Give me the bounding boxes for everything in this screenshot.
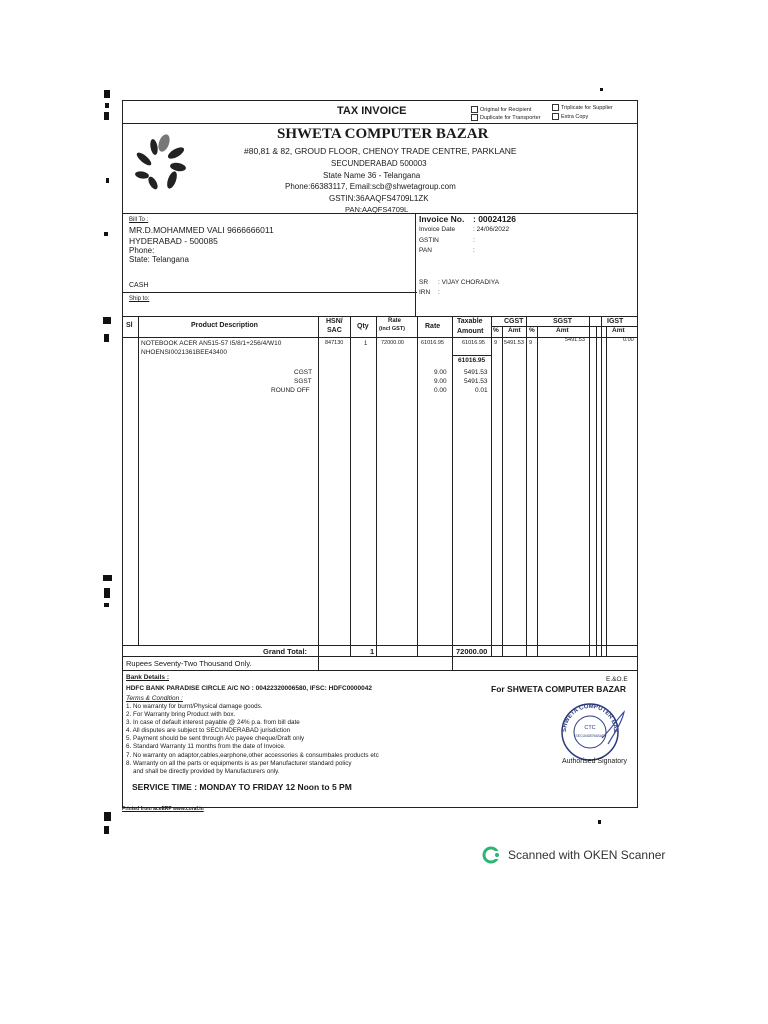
svg-text:CTC: CTC	[584, 725, 596, 731]
col-cgst-pct: %	[493, 327, 499, 334]
col-igst-amt: Amt	[612, 327, 625, 334]
col-amount: Amount	[457, 328, 484, 335]
item-qty: 1	[364, 341, 368, 347]
list-item: 1. No warranty for burnt/Physical damage goods.	[126, 703, 263, 710]
gstin-value: :	[473, 237, 475, 244]
item-igst-amt: 0.00	[623, 337, 634, 343]
subtotal: 61016.95	[458, 357, 486, 364]
irn-value: :	[438, 289, 440, 296]
company-pan: PAN:AAQFS4709L	[345, 205, 409, 214]
company-stamp-icon	[552, 698, 630, 762]
sgst-rate: 9.00	[434, 378, 447, 385]
col-description: Product Description	[191, 322, 258, 329]
col-sl: Sl	[126, 322, 133, 329]
customer-city: HYDERABAD - 500085	[129, 236, 218, 246]
list-item: 6. Standard Warranty 11 months from the date of Invoice.	[126, 743, 286, 750]
terms-label: Terms & Condition :	[126, 695, 183, 702]
invoice-title: TAX INVOICE	[337, 105, 407, 117]
col-rate: Rate	[425, 323, 441, 330]
cgst-amount: 5491.53	[464, 369, 488, 376]
bank-details: HDFC BANK PARADISE CIRCLE A/C NO : 00422320006580, IFSC: HDFC0000042	[126, 685, 372, 692]
invoice-no-label: Invoice No.	[419, 214, 465, 224]
copy-triplicate: Triplicate for Supplier	[552, 104, 613, 111]
company-contact: Phone:66383117, Email:scb@shwetagroup.com	[285, 182, 456, 191]
customer-phone: Phone:	[129, 246, 155, 255]
divider	[122, 123, 638, 124]
printed-from: Printed from aceERP www.coral.in	[122, 806, 204, 812]
col-rate-incl: Rate	[388, 318, 402, 324]
ship-to-label: Ship to:	[129, 296, 150, 302]
col-cgst-amt: Amt	[508, 327, 521, 334]
irn-label: IRN	[419, 289, 431, 296]
list-item: 5. Payment should be sent through A/c payee cheque/Draft only	[126, 735, 305, 742]
col-hsn: HSN/	[326, 318, 343, 325]
list-item: 3. In case of default interest payable @ 24% p.a. from bill date	[126, 719, 300, 726]
grand-total-qty: 1	[370, 647, 375, 656]
item-rate: 61016.95	[421, 340, 444, 346]
grand-total-label: Grand Total:	[263, 647, 308, 656]
copy-duplicate: Duplicate for Transporter	[471, 114, 541, 121]
sgst-amount: 5491.53	[464, 378, 488, 385]
company-gstin: GSTIN:36AAQFS4709L1ZK	[329, 194, 429, 203]
divider	[122, 670, 638, 671]
divider	[415, 213, 416, 316]
scanner-logo-icon	[482, 846, 500, 864]
col-sgst: SGST	[553, 318, 573, 325]
grand-total-amount: 72000.00	[456, 647, 488, 656]
round-off-label: ROUND OFF	[271, 387, 310, 394]
bank-details-label: Bank Details :	[126, 674, 169, 681]
item-sgst-amt: 5491.53	[565, 337, 585, 343]
invoice-date-value: : 24/06/2022	[473, 226, 510, 233]
item-cgst-amt: 5491.53	[504, 340, 524, 346]
round-off-amount: 0.01	[475, 387, 488, 394]
sgst-label: SGST	[294, 378, 312, 385]
list-item: and shall be directly provided by Manufacturers only.	[126, 768, 280, 775]
item-taxable: 61016.95	[462, 340, 485, 346]
customer-state: State: Telangana	[129, 255, 189, 264]
scanner-watermark: Scanned with OKEN Scanner	[508, 848, 666, 862]
company-state: State Name 36 - Telangana	[323, 171, 421, 180]
divider	[122, 645, 638, 646]
pan-value: :	[473, 247, 475, 254]
sr-label: SR	[419, 279, 429, 286]
list-item: 4. All disputes are subject to SECUNDERABAD jurisdiction	[126, 727, 291, 734]
item-desc-line1: NOTEBOOK ACER AN515-57 I5/8/1+256/4/W10	[141, 340, 282, 347]
list-item: 8. Warranty on all the parts or equipments is as per Manufacturer standard policy	[126, 760, 352, 767]
svg-text:SECUNDERABAD: SECUNDERABAD	[575, 734, 605, 738]
col-rate-incl-sub: (incl GST)	[379, 326, 405, 332]
cgst-label: CGST	[294, 369, 313, 376]
company-name: SHWETA COMPUTER BAZAR	[277, 126, 489, 142]
invoice-no-value: : 00024126	[473, 214, 517, 224]
invoice-date-label: Invoice Date	[419, 226, 456, 233]
service-time: SERVICE TIME : MONDAY TO FRIDAY 12 Noon to 5 PM	[132, 782, 352, 792]
svg-text:SHWETA COMPUTER BAZAR: SHWETA COMPUTER BAZ	[561, 703, 619, 733]
col-cgst: CGST	[504, 318, 524, 325]
gstin-label: GSTIN	[419, 237, 439, 244]
company-city: SECUNDERABAD 500003	[331, 159, 427, 168]
list-item: 2. For Warranty bring Product with box.	[126, 711, 236, 718]
pan-label: PAN	[419, 247, 432, 254]
for-company: For SHWETA COMPUTER BAZAR	[491, 684, 627, 694]
divider	[122, 292, 417, 293]
company-logo-icon	[128, 133, 192, 195]
item-hsn: 847130	[325, 340, 344, 346]
item-cgst-pct: 9	[494, 340, 498, 346]
divider	[122, 213, 638, 214]
col-igst: IGST	[607, 318, 624, 325]
col-qty: Qty	[357, 323, 369, 330]
col-sgst-amt: Amt	[556, 327, 569, 334]
sr-value: : VIJAY CHORADIYA	[438, 279, 500, 286]
divider	[122, 656, 638, 657]
round-off-rate: 0.00	[434, 387, 447, 394]
customer-name: MR.D.MOHAMMED VALI 9666666011	[129, 225, 274, 235]
col-sgst-pct: %	[529, 327, 535, 334]
divider	[122, 316, 638, 317]
authorised-signatory: Authorised Signatory	[562, 758, 627, 765]
amount-in-words: Rupees Seventy-Two Thousand Only.	[126, 659, 252, 668]
eoe-label: E.&O.E	[606, 676, 628, 683]
cgst-rate: 9.00	[434, 369, 447, 376]
copy-original: Original for Recipient	[471, 106, 531, 113]
col-taxable: Taxable	[457, 318, 483, 325]
copy-extra: Extra Copy	[552, 113, 588, 120]
item-desc-line2: NHOENSI0021361BEE43400	[141, 349, 228, 356]
item-sgst-pct: 9	[529, 340, 533, 346]
bill-to-label: Bill To :	[129, 217, 149, 223]
payment-mode: CASH	[129, 282, 149, 289]
divider	[122, 337, 638, 338]
col-sac: SAC	[327, 327, 342, 334]
company-address: #80,81 & 82, GROUD FLOOR, CHENOY TRADE CENTRE, PARKLANE	[244, 146, 517, 156]
item-rate-incl: 72000.00	[381, 340, 404, 346]
list-item: 7. No warranty on adaptor,cables,earphone,other accessories & consumbales products etc	[126, 752, 379, 759]
